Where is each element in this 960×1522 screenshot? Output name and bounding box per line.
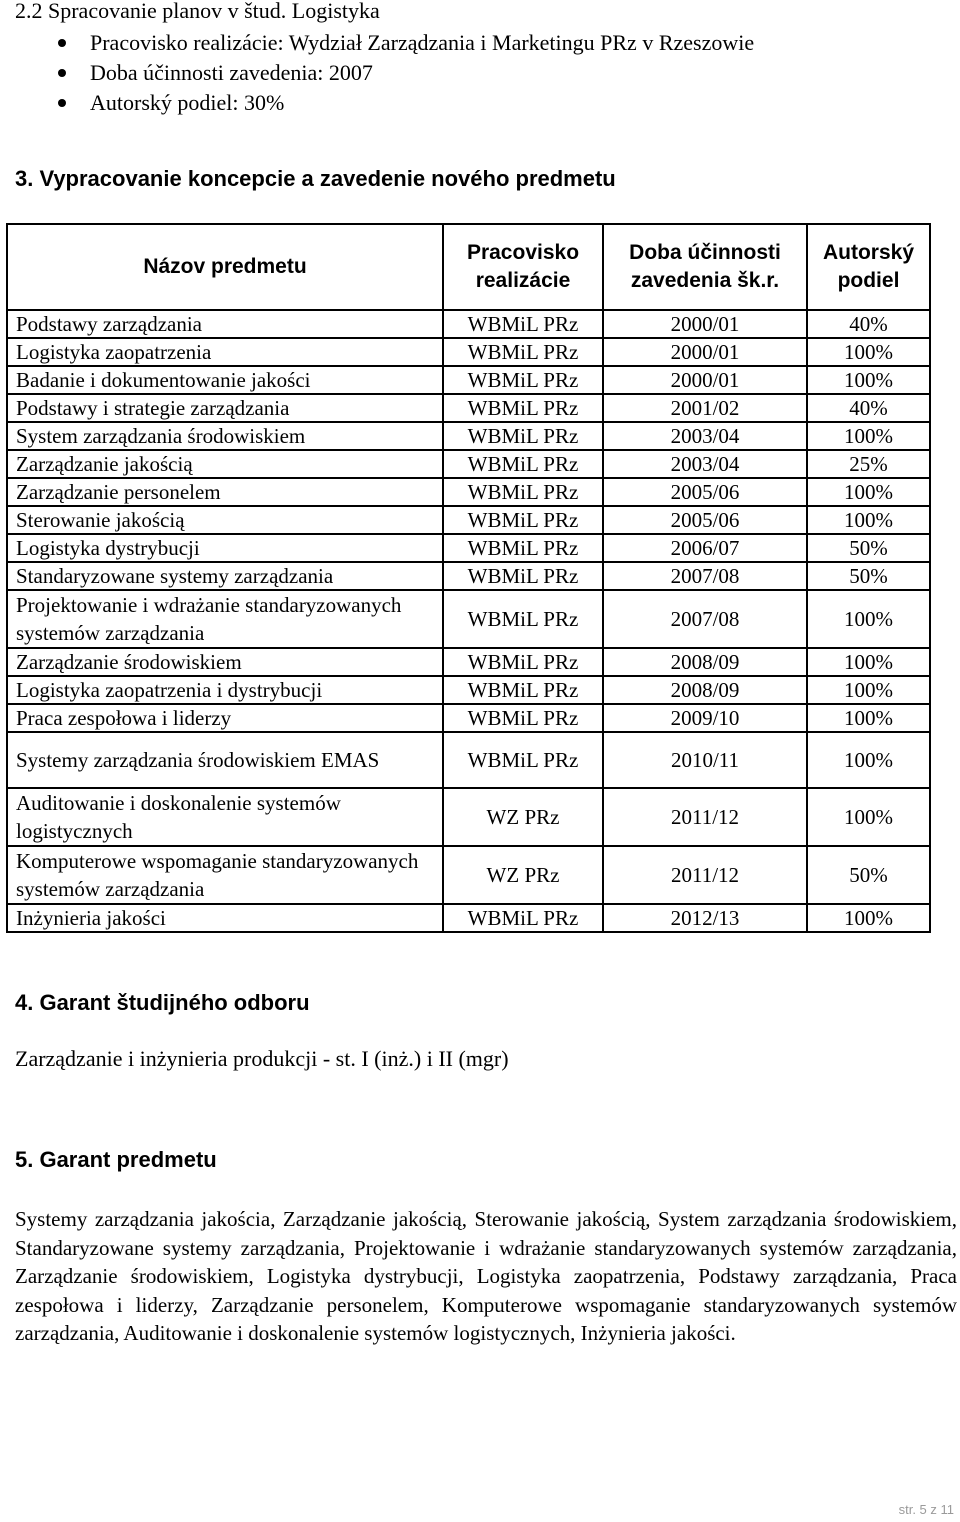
course-year-cell: 2000/01 <box>603 310 807 338</box>
course-name-cell: Podstawy i strategie zarządzania <box>7 394 443 422</box>
table-row <box>7 732 930 788</box>
table-row <box>7 506 930 534</box>
course-place-cell: WBMiL PRz <box>443 648 603 676</box>
table-row <box>7 534 930 562</box>
table-row <box>7 904 930 932</box>
course-name-cell: Badanie i dokumentowanie jakości <box>7 366 443 394</box>
course-place-cell: WBMiL PRz <box>443 478 603 506</box>
course-name-cell: Sterowanie jakością <box>7 506 443 534</box>
course-name-cell: Systemy zarządzania środowiskiem EMAS <box>7 732 443 788</box>
course-name-cell: Zarządzanie jakością <box>7 450 443 478</box>
course-name-cell: Zarządzanie środowiskiem <box>7 648 443 676</box>
course-share-cell: 100% <box>807 648 930 676</box>
course-place-cell: WBMiL PRz <box>443 676 603 704</box>
course-share-cell: 100% <box>807 676 930 704</box>
bullet-text: Pracovisko realizácie: Wydział Zarządzania i Marketingu PRz v Rzeszowie <box>90 30 755 55</box>
bullet-dot-icon <box>58 39 66 47</box>
course-year-cell: 2010/11 <box>603 732 807 788</box>
course-share-cell: 100% <box>807 506 930 534</box>
course-year-cell: 2005/06 <box>603 506 807 534</box>
section-3-heading: 3. Vypracovanie koncepcie a zavedenie nového predmetu <box>15 166 616 191</box>
course-place-cell: WBMiL PRz <box>443 732 603 788</box>
course-place-cell: WBMiL PRz <box>443 704 603 732</box>
course-share-cell: 100% <box>807 590 930 648</box>
course-name-cell: Logistyka zaopatrzenia <box>7 338 443 366</box>
course-name-cell: Logistyka dystrybucji <box>7 534 443 562</box>
table-row <box>7 366 930 394</box>
subject-guarantor-paragraph: Systemy zarządzania jakościa, Zarządzanie jakością, Sterowanie jakością, System zarządzania środowiskiem, Standaryzowane systemy zarządzania, Projektowanie i wdrażanie standaryzowanych systemów zarządzania, Zarządzanie środowiskiem, Logistyka dystrybucji, Logistyka zaopatrzenia, Podstawy zarządzania, Praca zespołowa i liderzy, Zarządzanie personelem, Komputerowe wspomaganie standaryzowanych systemów zarządzania, Auditowanie i doskonalenie systemów logistycznych, Inżynieria jakości. <box>15 1207 957 1345</box>
course-year-cell: 2007/08 <box>603 562 807 590</box>
course-year-cell: 2007/08 <box>603 590 807 648</box>
course-place-cell: WBMiL PRz <box>443 422 603 450</box>
course-share-cell: 100% <box>807 422 930 450</box>
course-name-cell: Auditowanie i doskonalenie systemów logistycznych <box>7 788 443 846</box>
page-number: str. 5 z 11 <box>898 1502 954 1517</box>
course-share-cell: 100% <box>807 478 930 506</box>
course-place-cell: WBMiL PRz <box>443 394 603 422</box>
bullet-text: Doba účinnosti zavedenia: 2007 <box>90 60 373 85</box>
course-place-cell: WBMiL PRz <box>443 338 603 366</box>
course-name-cell: Podstawy zarządzania <box>7 310 443 338</box>
table-row <box>7 788 930 846</box>
course-place-cell: WBMiL PRz <box>443 590 603 648</box>
course-place-cell: WBMiL PRz <box>443 310 603 338</box>
course-place-cell: WBMiL PRz <box>443 450 603 478</box>
bullet-text: Autorský podiel: 30% <box>90 90 285 115</box>
course-year-cell: 2005/06 <box>603 478 807 506</box>
course-place-cell: WBMiL PRz <box>443 904 603 932</box>
course-share-cell: 100% <box>807 788 930 846</box>
course-share-cell: 40% <box>807 310 930 338</box>
section-4-heading: 4. Garant študijného odboru <box>15 990 310 1015</box>
section-5-heading: 5. Garant predmetu <box>15 1147 217 1172</box>
table-row <box>7 846 930 904</box>
bullet-dot-icon <box>58 99 66 107</box>
course-share-cell: 50% <box>807 562 930 590</box>
course-year-cell: 2001/02 <box>603 394 807 422</box>
info-bullet-list <box>52 28 754 118</box>
course-name-cell: Logistyka zaopatrzenia i dystrybucji <box>7 676 443 704</box>
course-share-cell: 100% <box>807 704 930 732</box>
table-body <box>7 310 930 932</box>
table-row <box>7 450 930 478</box>
courses-table <box>6 223 931 933</box>
course-year-cell: 2003/04 <box>603 422 807 450</box>
course-year-cell: 2008/09 <box>603 648 807 676</box>
course-place-cell: WZ PRz <box>443 788 603 846</box>
table-row <box>7 648 930 676</box>
column-header-place: Pracovisko realizácie <box>443 224 603 310</box>
course-place-cell: WBMiL PRz <box>443 562 603 590</box>
course-year-cell: 2000/01 <box>603 338 807 366</box>
table-row <box>7 704 930 732</box>
table-row <box>7 338 930 366</box>
section-header-line: 2.2 Spracovanie planov v štud. Logistyka <box>15 0 380 23</box>
table-row <box>7 394 930 422</box>
course-place-cell: WBMiL PRz <box>443 506 603 534</box>
table-row <box>7 478 930 506</box>
course-year-cell: 2003/04 <box>603 450 807 478</box>
course-year-cell: 2011/12 <box>603 788 807 846</box>
bullet-item <box>52 28 754 58</box>
bullet-item <box>52 58 754 88</box>
course-place-cell: WBMiL PRz <box>443 534 603 562</box>
column-header-share: Autorský podiel <box>807 224 930 310</box>
table-header-row <box>7 224 930 310</box>
course-name-cell: Komputerowe wspomaganie standaryzowanych systemów zarządzania <box>7 846 443 904</box>
course-name-cell: Standaryzowane systemy zarządzania <box>7 562 443 590</box>
study-field-guarantor: Zarządzanie i inżynieria produkcji - st. I (inż.) i II (mgr) <box>15 1046 509 1071</box>
column-header-name: Názov predmetu <box>7 224 443 310</box>
course-place-cell: WBMiL PRz <box>443 366 603 394</box>
course-share-cell: 50% <box>807 534 930 562</box>
course-name-cell: Projektowanie i wdrażanie standaryzowanych systemów zarządzania <box>7 590 443 648</box>
course-name-cell: Zarządzanie personelem <box>7 478 443 506</box>
course-year-cell: 2006/07 <box>603 534 807 562</box>
table-row <box>7 590 930 648</box>
table-row <box>7 676 930 704</box>
bullet-dot-icon <box>58 69 66 77</box>
table-row <box>7 310 930 338</box>
course-name-cell: Praca zespołowa i liderzy <box>7 704 443 732</box>
course-year-cell: 2012/13 <box>603 904 807 932</box>
course-year-cell: 2009/10 <box>603 704 807 732</box>
course-share-cell: 100% <box>807 904 930 932</box>
column-header-year: Doba účinnosti zavedenia šk.r. <box>603 224 807 310</box>
course-name-cell: System zarządzania środowiskiem <box>7 422 443 450</box>
course-place-cell: WZ PRz <box>443 846 603 904</box>
course-share-cell: 100% <box>807 732 930 788</box>
course-share-cell: 40% <box>807 394 930 422</box>
course-share-cell: 25% <box>807 450 930 478</box>
course-name-cell: Inżynieria jakości <box>7 904 443 932</box>
table-row <box>7 562 930 590</box>
course-year-cell: 2008/09 <box>603 676 807 704</box>
table-row <box>7 422 930 450</box>
course-year-cell: 2000/01 <box>603 366 807 394</box>
course-share-cell: 100% <box>807 338 930 366</box>
course-share-cell: 100% <box>807 366 930 394</box>
course-year-cell: 2011/12 <box>603 846 807 904</box>
bullet-item <box>52 88 754 118</box>
course-share-cell: 50% <box>807 846 930 904</box>
